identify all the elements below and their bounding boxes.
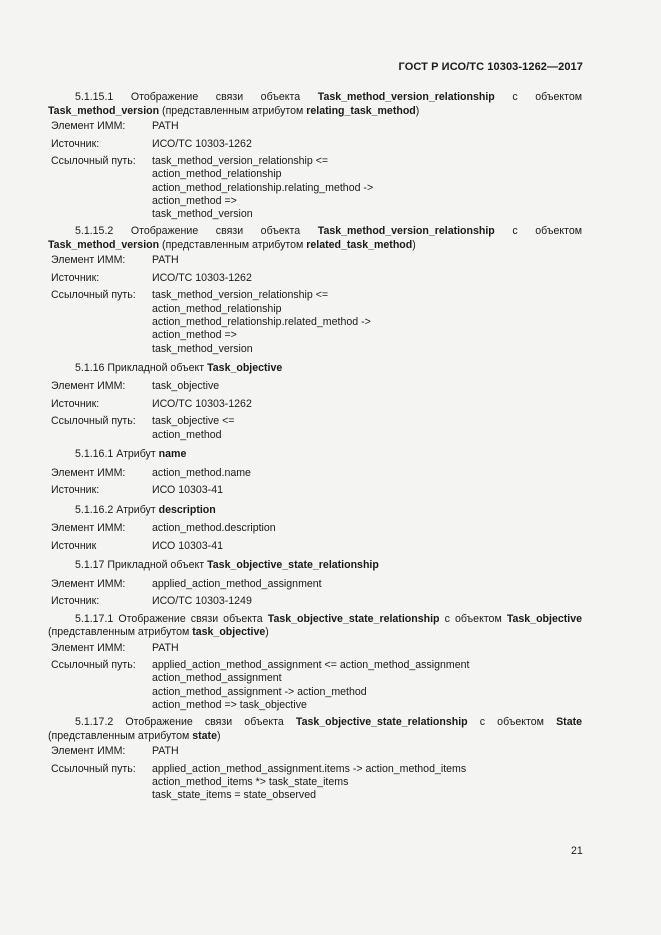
element-row: Элемент ИММ: PATH xyxy=(51,120,179,132)
ref-path-row: Ссылочный путь: task_method_version_relationship <= action_method_relationship action_method_relationship.relating_method -> action_method => task_method_version xyxy=(51,155,374,221)
element-row: Элемент ИММ: PATH xyxy=(51,254,179,267)
clause-5-1-15-1-title: 5.1.15.1 Отображение связи объекта Task_method_version_relationship с объектом Task_method_version (представленным атрибутом relating_task_method) xyxy=(48,91,583,117)
ref-path-row: Ссылочный путь: task_method_version_relationship <= action_method_relationship action_method_relationship.related_method -> action_method => task_method_version xyxy=(51,289,371,355)
clause-5-1-17-title: 5.1.17 Прикладной объект Task_objective_state_relationship xyxy=(75,559,379,572)
clause-5-1-17-1-title: 5.1.17.1 Отображение связи объекта Task_objective_state_relationship с объектом Task_objective (представленным атрибутом task_objective) xyxy=(48,612,582,639)
document-header: ГОСТ Р ИСО/ТС 10303-1262—2017 xyxy=(398,61,583,73)
element-row: Элемент ИММ: action_method.name xyxy=(51,466,251,479)
source-row: Источник ИСО 10303-41 xyxy=(51,539,223,552)
clause-5-1-16-2-title: 5.1.16.2 Атрибут description xyxy=(75,503,216,516)
element-row: Элемент ИММ: task_objective xyxy=(51,380,220,393)
ref-path-row: Ссылочный путь: applied_action_method_assignment <= action_method_assignment action_method_assignment action_method_assignment -> action_method action_method => task_objective xyxy=(51,659,470,711)
source-row: Источник: ИСО/ТС 10303-1262 xyxy=(51,397,252,410)
element-row: Элемент ИММ: applied_action_method_assignment xyxy=(51,577,322,590)
element-row: Элемент ИММ: PATH xyxy=(51,745,179,758)
source-row: Источник: ИСО 10303-41 xyxy=(51,484,223,497)
page-number: 21 xyxy=(571,845,583,857)
element-row: Элемент ИММ: PATH xyxy=(51,641,179,654)
document-body xyxy=(48,91,582,807)
source-row: Источник: ИСО/ТС 10303-1262 xyxy=(51,271,252,284)
clause-5-1-17-2-title: 5.1.17.2 Отображение связи объекта Task_objective_state_relationship с объектом State (представленным атрибутом state) xyxy=(48,716,582,742)
source-row: Источник: ИСО/ТС 10303-1249 xyxy=(51,595,252,608)
clause-5-1-15-2-title: 5.1.15.2 Отображение связи объекта Task_method_version_relationship с объектом Task_method_version (представленным атрибутом related_task_method) xyxy=(48,225,583,251)
clause-5-1-16-1-title: 5.1.16.1 Атрибут name xyxy=(75,448,187,461)
clause-5-1-16-title: 5.1.16 Прикладной объект Task_objective xyxy=(75,361,283,374)
element-row: Элемент ИММ: action_method.description xyxy=(51,522,276,535)
ref-path-row: Ссылочный путь: applied_action_method_assignment.items -> action_method_items action_method_items *> task_state_items task_state_items = state_observed xyxy=(51,762,467,802)
source-row: Источник: ИСО/ТС 10303-1262 xyxy=(51,137,252,150)
ref-path-row: Ссылочный путь: task_objective <= action_method xyxy=(51,415,235,441)
